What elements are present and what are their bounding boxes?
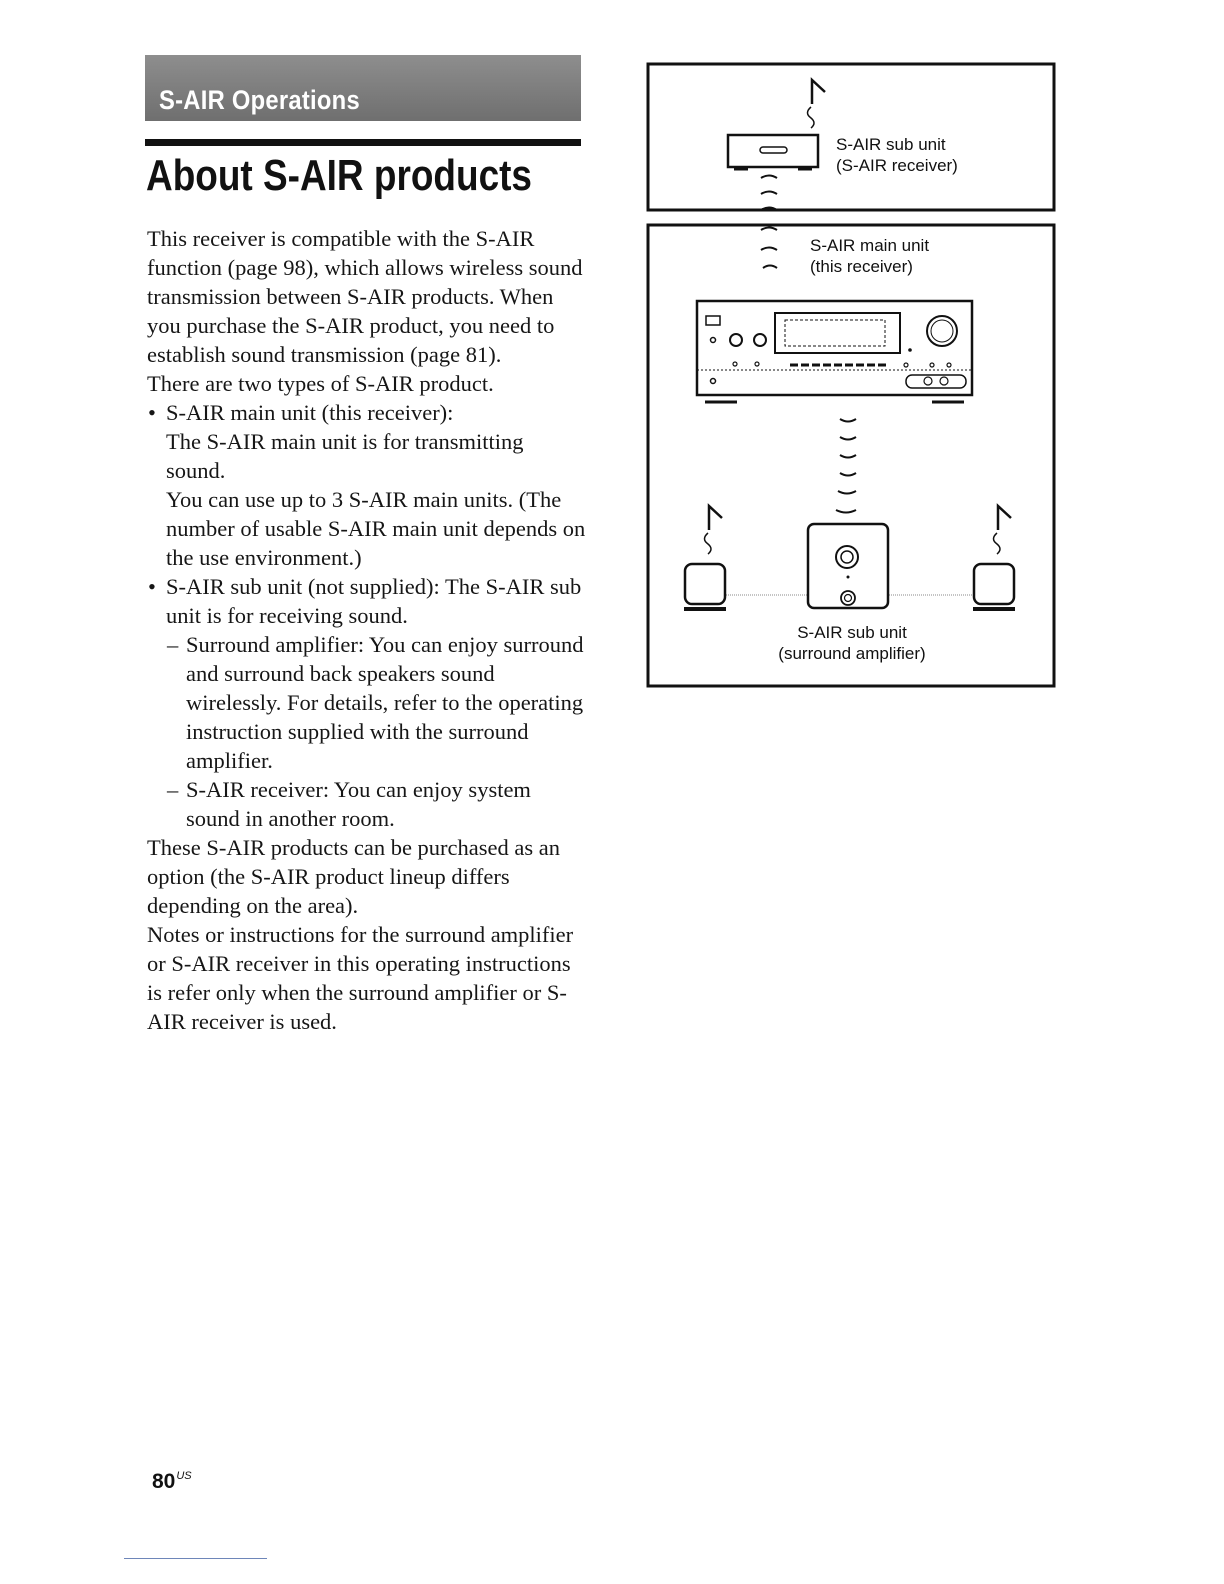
section-title: S-AIR Operations xyxy=(159,85,360,115)
main-unit-line1: S-AIR main unit xyxy=(810,236,930,255)
page-number-suffix: US xyxy=(176,1470,192,1482)
page-number xyxy=(152,1470,192,1494)
intro-paragraph: This receiver is compatible with the S-AIR function (page 98), which allows wireless sound transmission between S-AIR products. When you purchase the S-AIR product, you need to establish sound transmission (page 81). xyxy=(147,226,583,367)
main-unit-line2: (this receiver) xyxy=(810,257,913,276)
sub-unit-amplifier-line2: (surround amplifier) xyxy=(778,644,926,663)
purchase-paragraph: These S-AIR products can be purchased as an option (the S-AIR product lineup differs depending on the area). xyxy=(147,835,560,918)
label-sub-unit-amplifier xyxy=(778,623,925,663)
speaker-right-icon xyxy=(973,564,1015,611)
types-paragraph: There are two types of S-AIR product. xyxy=(147,371,494,396)
music-note-left-icon xyxy=(705,506,723,554)
main-room-frame xyxy=(648,225,1054,686)
speaker-left-icon xyxy=(684,564,726,611)
bullet-main-unit: • S-AIR main unit (this receiver): xyxy=(147,398,587,427)
sub-unit-receiver-line2: (S-AIR receiver) xyxy=(836,156,958,175)
dash-s-air-receiver: – S-AIR receiver: You can enjoy system sound in another room. xyxy=(147,775,587,833)
surround-amplifier-icon xyxy=(808,524,888,608)
s-air-receiver-icon xyxy=(728,135,818,169)
label-sub-unit-receiver xyxy=(836,135,958,175)
wireless-wave-down-icon xyxy=(834,419,858,533)
page-title: About S-AIR products xyxy=(146,151,532,200)
main-unit-limit: You can use up to 3 S-AIR main units. (The number of usable S-AIR main unit depends on the use environment.) xyxy=(166,487,586,570)
notes-paragraph: Notes or instructions for the surround amplifier or S-AIR receiver in this operating instructions is refer only when the surround amplifier or S-AIR receiver is used. xyxy=(147,922,574,1034)
bullet-sub-unit: • S-AIR sub unit (not supplied): The S-AIR sub unit is for receiving sound. xyxy=(147,572,587,630)
label-main-unit xyxy=(810,236,929,276)
dash-surround-amplifier: – Surround amplifier: You can enjoy surround and surround back speakers sound wirelessly. For details, refer to the operating instruction supplied with the surround amplifier. xyxy=(147,630,587,775)
sub-unit-amplifier-line1: S-AIR sub unit xyxy=(797,623,907,642)
sub-unit-receiver-line1: S-AIR sub unit xyxy=(836,135,946,154)
av-receiver-icon xyxy=(697,301,972,402)
music-note-right-icon xyxy=(994,506,1012,554)
main-unit-detail: The S-AIR main unit is for transmitting sound. xyxy=(166,429,524,483)
wireless-wave-icon xyxy=(761,176,777,269)
page-number-value: 80 xyxy=(152,1470,176,1493)
music-note-icon xyxy=(808,80,826,128)
footnote-rule xyxy=(124,1558,267,1559)
